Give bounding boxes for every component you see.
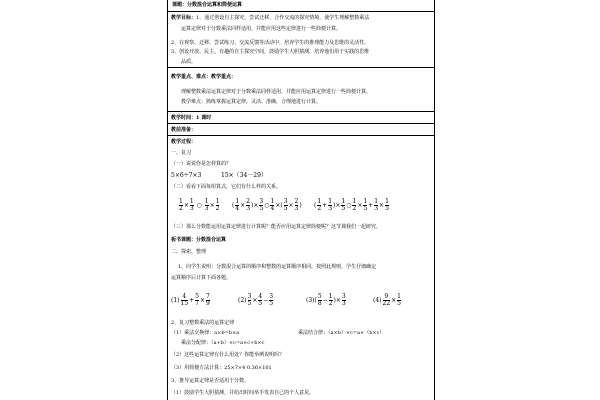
keypoints-label: 教学重点、难点：教学重点： bbox=[171, 74, 237, 80]
law-distributive: 乘法分配律：（a+b）×c=a×c+b×c bbox=[181, 340, 265, 346]
keypoints-line2: 教学难点：熟练掌握运算定律，灵活、准确、合理地进行计算。 bbox=[181, 99, 322, 105]
process-label: 教学过程： bbox=[171, 139, 197, 145]
review-question2: （二）看看下面每组算式，它们有什么样的关系。 bbox=[171, 184, 282, 190]
goals-line1b: 运算定律对于分数乘法同样适用，并能应用这些定律进行一些简便计算。 bbox=[181, 26, 342, 32]
time-row bbox=[167, 112, 435, 124]
goals-label: 教学目标： bbox=[171, 15, 197, 21]
time-label: 教学时间：1 课时 bbox=[171, 115, 212, 121]
header-row bbox=[167, 0, 435, 12]
review-expr1: 5×6÷7×3 bbox=[171, 172, 202, 179]
practice-problem-4: (4) $\frac{9}{22}$ × $\frac{1}{5}$ bbox=[373, 293, 401, 307]
explore-line1: 1、向学生说明：分数混合运算的顺序和整数的运算顺序相同，按照此规则，学生仔细确定 bbox=[178, 264, 377, 270]
derive-line1: （1）鼓励学生大胆猜测，并给出时间举手发表自己的个人意见。 bbox=[171, 390, 315, 396]
review-expr2: 15×（34－29） bbox=[221, 172, 267, 179]
review-heading: 一、复习 bbox=[171, 150, 192, 156]
prep-label: 教前准备： bbox=[171, 127, 197, 133]
fraction-group-3: ( $\frac{1}{2}$ + $\frac{1}{3}$ )× $\frac{1}{5}$ ○ $\frac{1}{2}$ × $\frac{1}{5}$ + $\frac{1}{3}$ × $\frac{1}{5}$ bbox=[314, 198, 389, 212]
lesson-title: 课题：分数混合运算和简便运算 bbox=[172, 2, 243, 8]
process-row bbox=[167, 136, 435, 400]
goals-line2: 2、在观察、迁移、尝试练习、交流反馈等活动中，培养学生的推理能力及思维的灵活性。 bbox=[171, 40, 370, 46]
board-title: 板书课题：分数混合运算 bbox=[171, 237, 227, 243]
fraction-group-1: $\frac{1}{2}$ × $\frac{1}{3}$ ○ $\frac{1}{3}$ × $\frac{1}{2}$ bbox=[179, 198, 220, 212]
explore-line2: 运算顺序后计算下面各题。 bbox=[171, 275, 232, 281]
fraction-group-2: ( $\frac{1}{4}$ × $\frac{2}{3}$ )× $\frac{3}{5}$ ○ $\frac{1}{4}$ ×( $\frac{3}{5}$ × $\frac{2}{3}$ ) bbox=[232, 198, 302, 212]
lesson-plan-page bbox=[167, 0, 437, 400]
goals-line1: 教学目标：1、通过创设自主探究，尝试迁移、合作交流的探究情境，使学生理解整数乘法 bbox=[171, 15, 370, 21]
review-question3: （三）那么分数能运用运算定律进行计算呢？能否应用运算定律简便呢？这节课我们一起研究。 bbox=[171, 224, 382, 230]
law-commutative: （1）乘法交换律：a×b=b×a bbox=[171, 330, 240, 336]
goals-line3: 3、创设开放、民主、有趣的自主探究空间，鼓励学生大胆猜测，培养他们用于实践的思维 bbox=[171, 49, 370, 55]
review-question1: （一）说说你是怎样算的？ bbox=[171, 161, 232, 167]
practice-problem-3: (3)( $\frac{5}{8}$ − $\frac{1}{2}$ )× $\frac{3}{3}$ bbox=[306, 293, 346, 307]
law-associative: 乘法结合律：（a×b）×c=a×（b×c） bbox=[298, 330, 385, 336]
derive-heading: 3、推导运算定律是否适用于分数。 bbox=[171, 378, 250, 384]
laws-question2: （2）这些运算定律有什么用处？你能举例说明吗？ bbox=[171, 352, 285, 358]
keypoints-row bbox=[167, 68, 435, 112]
practice-problem-1: (1) $\frac{4}{15}$ + $\frac{5}{7}$ × $\frac{7}{9}$ bbox=[171, 293, 210, 307]
practice-problem-2: (2) $\frac{3}{5}$ × $\frac{4}{5}$ − $\frac{3}{5}$ bbox=[238, 293, 274, 307]
laws-heading: 2、复习整数乘法的运算定律 bbox=[171, 320, 235, 326]
laws-question3: （3）用简便方法计算：25×7×4 0.36×101 bbox=[171, 365, 272, 371]
prep-row bbox=[167, 124, 435, 136]
explore-heading: 二、探索、整理 bbox=[171, 249, 207, 255]
goals-row bbox=[167, 12, 435, 68]
keypoints-line1: 理解整数乘法运算定律对于分数乘法同样适用，并能应用运算定律进行一些简便计算。 bbox=[181, 89, 372, 95]
goals-line3b: 品质。 bbox=[181, 59, 197, 65]
